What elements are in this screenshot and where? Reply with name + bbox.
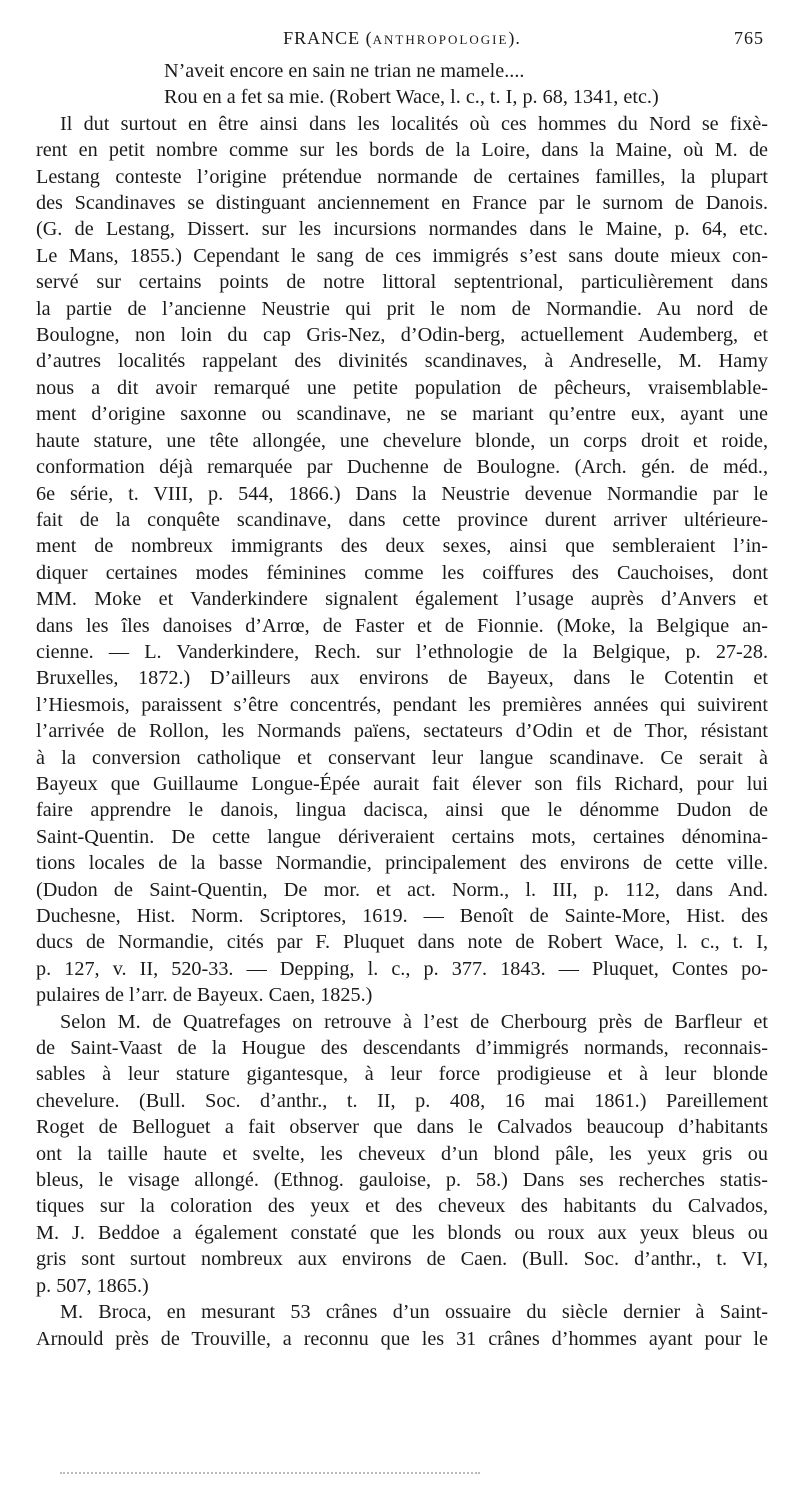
text-line: M. J. Beddoe a également constaté que les blonds ou roux aux yeux bleus ou [36, 1221, 768, 1244]
text-line: gris sont surtout nombreux aux environs de Caen. (Bull. Soc. d’anthr., t. VI, [36, 1248, 768, 1271]
text-line: nous a dit avoir remarqué une petite population de pêcheurs, vraisemblable- [36, 376, 768, 399]
text-line: Lestang conteste l’origine prétendue normande de certaines familles, la plupart [36, 165, 768, 188]
running-head [36, 28, 768, 58]
text-line: Selon M. de Quatrefages on retrouve à l’est de Cherbourg près de Barfleur et [60, 1010, 768, 1033]
text-line: de Saint-Vaast de la Hougue des descendants d’immigrés normands, reconnais- [36, 1037, 768, 1060]
text-line: sables à leur stature gigantesque, à leur force prodigieuse et à leur blonde [36, 1063, 768, 1086]
text-line: rent en petit nombre comme sur les bords de la Loire, dans la Maine, où M. de [36, 139, 768, 162]
text-line: chevelure. (Bull. Soc. d’anthr., t. II, p. 408, 16 mai 1861.) Pareillement [36, 1089, 768, 1112]
text-line: haute stature, une tête allongée, une chevelure blonde, un corps droit et roide, [36, 429, 768, 452]
text-line: la partie de l’ancienne Neustrie qui prit le nom de Normandie. Au nord de [36, 297, 768, 320]
text-line: faire apprendre le danois, lingua dacisca, ainsi que le dénomme Dudon de [36, 799, 768, 822]
body-text [36, 58, 768, 1352]
text-line: Roget de Belloguet a fait observer que dans le Calvados beaucoup d’habitants [36, 1116, 768, 1139]
text-line: Boulogne, non loin du cap Gris-Nez, d’Odin-berg, actuellement Audemberg, et [36, 324, 768, 347]
text-line: ducs de Normandie, cités par F. Pluquet dans note de Robert Wace, l. c., t. I, [36, 931, 768, 954]
title-main: FRANCE ( [283, 28, 373, 48]
text-line: ment de nombreux immigrants des deux sexes, ainsi que sembleraient l’in- [36, 535, 768, 558]
text-line: bleus, le visage allongé. (Ethnog. gauloise, p. 58.) Dans ses recherches statis- [36, 1169, 768, 1192]
text-line: Bruxelles, 1872.) D’ailleurs aux environs de Bayeux, dans le Cotentin et [36, 667, 768, 690]
text-line: Il dut surtout en être ainsi dans les localités où ces hommes du Nord se fixè- [60, 112, 768, 135]
text-line: pulaires de l’arr. de Bayeux. Caen, 1825.) [36, 984, 373, 1007]
page-title [36, 28, 768, 49]
text-line: tiques sur la coloration des yeux et des cheveux des habitants du Calvados, [36, 1195, 768, 1218]
text-line: l’arrivée de Rollon, les Normands païens, sectateurs d’Odin et de Thor, résistant [36, 720, 768, 743]
text-line: N’aveit encore en sain ne trian ne mamele.... [164, 60, 525, 82]
title-end: ). [508, 28, 521, 48]
text-line: diquer certaines modes féminines comme les coiffures des Cauchoises, dont [36, 561, 768, 584]
text-line: Bayeux que Guillaume Longue-Épée aurait fait élever son fils Richard, pour lui [36, 772, 768, 795]
text-line: MM. Moke et Vanderkindere signalent également l’usage auprès d’Anvers et [36, 588, 768, 611]
text-line: d’autres localités rappelant des divinités scandinaves, à Andreselle, M. Hamy [36, 350, 768, 373]
text-line: à la conversion catholique et conservant leur langue scandinave. Ce serait à [36, 746, 768, 769]
text-line: fait de la conquête scandinave, dans cette province durent arriver ultérieure- [36, 508, 768, 531]
text-line: l’Hiesmois, paraissent s’être concentrés, pendant les premières années qui suivirent [36, 693, 768, 716]
document-page [36, 28, 768, 1352]
text-line: Duchesne, Hist. Norm. Scriptores, 1619. — Benoît de Sainte-More, Hist. des [36, 905, 768, 927]
text-line: (Dudon de Saint-Quentin, De mor. et act. Norm., l. III, p. 112, dans And. [36, 878, 768, 901]
text-line: dans les îles danoises d’Arrœ, de Faster et de Fionnie. (Moke, la Belgique an- [36, 614, 768, 637]
text-line: Rou en a fet sa mie. (Robert Wace, l. c., t. I, p. 68, 1341, etc.) [164, 86, 659, 109]
title-subtitle: ANTHROPOLOGIE [372, 32, 509, 47]
text-line: p. 507, 1865.) [36, 1274, 149, 1297]
text-line: des Scandinaves se distinguant anciennement en France par le surnom de Danois. [36, 192, 768, 215]
text-line: 6e série, t. VIII, p. 544, 1866.) Dans la Neustrie devenue Normandie par le [36, 482, 768, 505]
text-line: Arnould près de Trouville, a reconnu que les 31 crânes d’hommes ayant pour le [36, 1327, 768, 1350]
text-line: conformation déjà remarquée par Duchenne de Boulogne. (Arch. gén. de méd., [36, 456, 768, 479]
text-line: ment d’origine saxonne ou scandinave, ne se mariant qu’entre eux, ayant une [36, 403, 768, 426]
text-line: servé sur certains points de notre littoral septentrional, particulièrement dans [36, 271, 768, 294]
text-line: M. Broca, en mesurant 53 crânes d’un ossuaire du siècle dernier à Saint- [60, 1301, 768, 1324]
text-line: cienne. — L. Vanderkindere, Rech. sur l’ethnologie de la Belgique, p. 27-28. [36, 640, 768, 663]
text-line: tions locales de la basse Normandie, principalement des environs de cette ville. [36, 852, 768, 875]
text-line: (G. de Lestang, Dissert. sur les incursions normandes dans le Maine, p. 64, etc. [36, 218, 768, 241]
footer-rule [60, 1472, 480, 1476]
text-line: Le Mans, 1855.) Cependant le sang de ces immigrés s’est sans doute mieux con- [36, 244, 768, 267]
text-line: Saint-Quentin. De cette langue dériveraient certains mots, certaines dénomina- [36, 825, 768, 848]
text-line: ont la taille haute et svelte, les cheveux d’un blond pâle, les yeux gris ou [36, 1142, 768, 1165]
page-number: 765 [734, 28, 764, 48]
text-line: p. 127, v. II, 520-33. — Depping, l. c., p. 377. 1843. — Pluquet, Contes po- [36, 957, 768, 980]
